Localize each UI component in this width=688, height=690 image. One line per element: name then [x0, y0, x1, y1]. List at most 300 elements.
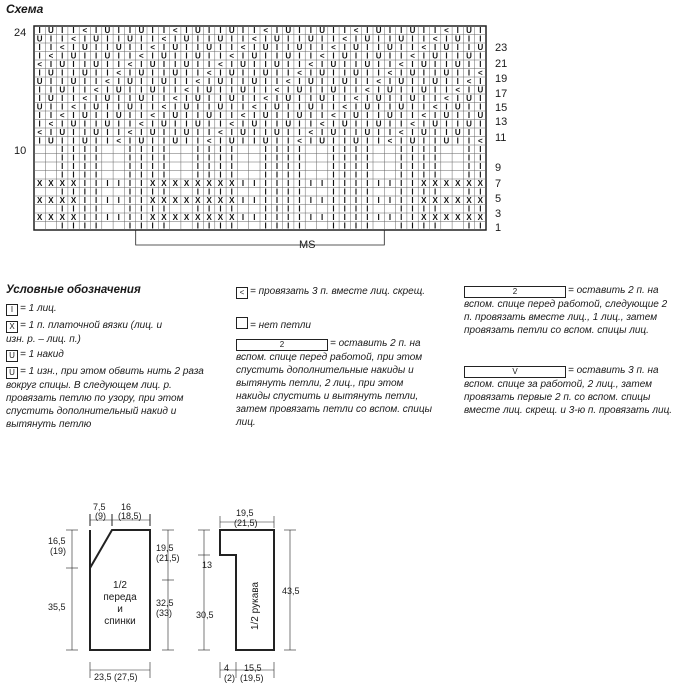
stitch-symbol: I: [343, 145, 346, 154]
stitch-symbol: U: [387, 85, 393, 95]
stitch-symbol: I: [479, 34, 482, 44]
stitch-symbol: <: [353, 94, 359, 103]
stitch-symbol: I: [219, 94, 222, 103]
stitch-symbol: I: [400, 162, 403, 171]
stitch-symbol: I: [49, 34, 53, 44]
stitch-symbol: I: [162, 85, 166, 95]
stitch-symbol: I: [287, 221, 290, 231]
stitch-symbol: I: [434, 136, 437, 146]
stitch-symbol: U: [262, 136, 269, 146]
stitch-symbol: I: [422, 204, 425, 214]
stitch-symbol: I: [208, 153, 211, 163]
stitch-symbol: I: [445, 102, 448, 112]
stitch-symbol: I: [151, 153, 154, 163]
stitch-symbol: <: [172, 26, 178, 35]
stitch-symbol: X: [432, 213, 438, 222]
stitch-symbol: U: [48, 68, 54, 78]
stitch-symbol: U: [443, 111, 450, 120]
stitch-symbol: I: [95, 213, 98, 222]
knit-symbol-icon: I: [6, 304, 18, 316]
stitch-symbol: I: [287, 196, 290, 205]
stitch-symbol: I: [83, 145, 86, 154]
stitch-symbol: U: [127, 102, 133, 112]
stitch-symbol: I: [128, 187, 132, 197]
stitch-symbol: I: [388, 26, 392, 35]
stitch-symbol: I: [366, 170, 369, 180]
stitch-symbol: I: [309, 196, 312, 205]
stitch-symbol: I: [253, 136, 256, 146]
stitch-symbol: I: [411, 196, 414, 205]
stitch-symbol: U: [172, 111, 179, 120]
stitch-symbol: I: [434, 85, 437, 95]
stitch-symbol: X: [229, 179, 235, 188]
stitch-symbol: I: [117, 128, 120, 137]
stitch-symbol: I: [434, 111, 437, 120]
stitch-symbol: U: [285, 26, 292, 35]
stitch-symbol: I: [106, 68, 109, 78]
stitch-symbol: I: [140, 213, 143, 222]
stitch-symbol: U: [454, 102, 461, 112]
stitch-symbol: U: [443, 43, 450, 52]
stitch-symbol: I: [95, 221, 98, 231]
stitch-symbol: I: [151, 204, 154, 214]
stitch-symbol: <: [127, 60, 133, 69]
stitch-symbol: I: [434, 26, 437, 35]
stitch-symbol: I: [366, 187, 369, 197]
stitch-symbol: <: [195, 77, 201, 86]
stitch-symbol: U: [307, 102, 314, 112]
stitch-symbol: I: [264, 221, 267, 231]
stitch-symbol: <: [263, 94, 268, 103]
stitch-symbol: U: [341, 51, 348, 61]
stitch-symbol: I: [434, 221, 437, 231]
stitch-symbol: U: [183, 102, 190, 112]
stitch-symbol: I: [456, 51, 459, 61]
stitch-symbol: X: [443, 179, 450, 188]
stitch-symbol: <: [398, 128, 404, 137]
stitch-symbol: I: [298, 221, 301, 231]
stitch-symbol: U: [319, 94, 326, 103]
stitch-symbol: U: [161, 77, 167, 86]
stitch-symbol: I: [275, 153, 279, 163]
stitch-symbol: I: [467, 34, 471, 44]
stitch-symbol: I: [117, 60, 120, 69]
stitch-symbol: I: [467, 128, 471, 137]
dim-sleeve-width: 15,5: [244, 663, 262, 673]
stitch-symbol: X: [432, 196, 438, 205]
stitch-symbol: I: [208, 119, 211, 129]
stitch-symbol: I: [354, 60, 358, 69]
stitch-symbol: I: [253, 26, 256, 35]
stitch-symbol: I: [151, 102, 154, 112]
stitch-symbol: <: [48, 119, 54, 129]
stitch-symbol: U: [443, 136, 450, 146]
stitch-symbol: I: [275, 136, 279, 146]
stitch-symbol: <: [466, 77, 472, 86]
stitch-symbol: I: [343, 187, 346, 197]
stitch-symbol: I: [287, 153, 290, 163]
stitch-symbol: I: [275, 51, 279, 61]
stitch-symbol: <: [319, 51, 325, 61]
stitch-symbol: I: [196, 34, 199, 44]
stitch-symbol: I: [219, 68, 222, 78]
stitch-symbol: I: [140, 196, 143, 205]
stitch-symbol: I: [230, 153, 233, 163]
stitch-symbol: I: [162, 128, 166, 137]
stitch-symbol: I: [275, 68, 279, 78]
stitch-symbol: I: [230, 111, 233, 120]
stitch-symbol: X: [206, 196, 212, 205]
stitch-symbol: X: [443, 213, 450, 222]
dim-sleeve-cap: 13: [202, 560, 213, 570]
stitch-symbol: <: [218, 128, 223, 137]
dim-sleeve-cuff-alt: (2): [224, 673, 235, 683]
stitch-symbol: I: [264, 204, 267, 214]
stitch-symbol: I: [354, 213, 358, 222]
stitch-symbol: I: [298, 51, 301, 61]
stitch-symbol: I: [377, 34, 380, 44]
stitch-symbol: U: [409, 94, 416, 103]
stitch-symbol: I: [72, 26, 75, 35]
stitch-symbol: I: [140, 60, 143, 69]
stitch-symbol: X: [48, 196, 54, 205]
stitch-symbol: <: [229, 51, 235, 61]
stitch-symbol: I: [49, 77, 53, 86]
stitch-symbol: X: [149, 196, 156, 205]
stitch-symbol: I: [366, 179, 369, 188]
stitch-symbol: I: [298, 153, 301, 163]
stitch-symbol: <: [252, 34, 257, 44]
stitch-symbol: I: [275, 196, 279, 205]
stitch-symbol: I: [253, 111, 256, 120]
stitch-symbol: I: [95, 170, 98, 180]
stitch-symbol: I: [400, 26, 403, 35]
ms-bracket: [136, 230, 385, 245]
stitch-symbol: X: [195, 213, 201, 222]
stitch-symbol: I: [219, 119, 222, 129]
stitch-symbol: I: [298, 179, 301, 188]
stitch-symbol: I: [332, 162, 335, 171]
stitch-symbol: U: [36, 34, 43, 44]
k3tog-symbol-icon: <: [236, 287, 248, 299]
stitch-symbol: I: [83, 51, 86, 61]
stitch-symbol: I: [162, 162, 166, 171]
stitch-symbol: I: [366, 26, 369, 35]
stitch-symbol: <: [308, 128, 314, 137]
stitch-symbol: I: [377, 136, 380, 146]
stitch-symbol: U: [240, 85, 246, 95]
stitch-symbol: I: [332, 170, 335, 180]
stitch-symbol: I: [219, 153, 222, 163]
stitch-symbol: I: [366, 43, 369, 52]
stitch-symbol: <: [139, 51, 144, 61]
stitch-symbol: I: [400, 145, 403, 154]
legend-text: = 1 лиц.: [20, 303, 57, 314]
stitch-symbol: <: [478, 136, 483, 146]
stitch-symbol: I: [196, 170, 199, 180]
stitch-symbol: I: [275, 111, 279, 120]
stitch-symbol: I: [95, 187, 98, 197]
stitch-symbol: I: [332, 204, 335, 214]
stitch-symbol: I: [377, 43, 380, 52]
stitch-symbol: I: [479, 26, 482, 35]
stitch-symbol: X: [466, 179, 472, 188]
stitch-symbol: I: [298, 213, 301, 222]
stitch-symbol: I: [479, 119, 482, 129]
stitch-symbol: I: [298, 94, 301, 103]
stitch-symbol: <: [478, 68, 483, 78]
stitch-symbol: X: [229, 196, 235, 205]
stitch-symbol: I: [321, 128, 324, 137]
stitch-symbol: I: [422, 136, 425, 146]
stitch-symbol: U: [432, 119, 439, 129]
stitch-symbol: I: [275, 119, 279, 129]
stitch-symbol: U: [477, 43, 484, 52]
stitch-symbol: X: [149, 179, 156, 188]
stitch-symbol: I: [354, 162, 358, 171]
stitch-symbol: I: [264, 119, 267, 129]
stitch-symbol: I: [61, 153, 64, 163]
stitch-symbol: I: [411, 145, 414, 154]
stitch-symbol: X: [161, 179, 167, 188]
stitch-symbol: I: [366, 196, 369, 205]
stitch-symbol: U: [432, 77, 439, 86]
stitch-symbol: I: [377, 85, 380, 95]
legend-item-knit: [6, 302, 216, 316]
stitch-symbol: I: [95, 196, 98, 205]
stitch-symbol: I: [117, 77, 120, 86]
stitch-symbol: U: [398, 34, 405, 44]
stitch-symbol: <: [218, 60, 223, 69]
stitch-symbol: I: [479, 170, 482, 180]
stitch-symbol: I: [151, 187, 154, 197]
stitch-symbol: <: [387, 136, 393, 146]
stitch-symbol: I: [321, 43, 324, 52]
stitch-symbol: I: [241, 51, 245, 61]
stitch-symbol: I: [479, 204, 482, 214]
stitch-symbol: I: [72, 128, 75, 137]
legend-item-yarnover: [6, 348, 216, 362]
stitch-symbol: I: [445, 34, 448, 44]
stitch-symbol: I: [275, 187, 279, 197]
row-label-right: 19: [495, 73, 508, 85]
stitch-symbol: I: [230, 128, 233, 137]
stitch-symbol: I: [72, 60, 75, 69]
stitch-symbol: I: [298, 170, 301, 180]
stitch-symbol: I: [162, 153, 166, 163]
legend-text: = оставить 2 п. на вспом. спице перед работой, при этом спустить дополнительные накиды и вытянуть петли, 2 лиц., при этом накиды спустить и вытянуть петли, затем провязать петли со вспом. спицы лиц.: [236, 338, 432, 428]
stitch-symbol: I: [479, 187, 482, 197]
stitch-symbol: I: [140, 153, 143, 163]
stitch-symbol: I: [196, 136, 199, 146]
stitch-symbol: X: [195, 179, 201, 188]
stitch-symbol: U: [296, 85, 303, 95]
stitch-symbol: I: [196, 85, 199, 95]
stitch-symbol: <: [71, 34, 76, 44]
stitch-symbol: I: [241, 102, 245, 112]
legend-text: = оставить 3 п. на вспом. спице за работой, 2 лиц., затем провязать первые 2 п. со вспом. спицы вместе лиц. скрещ. и 3-ю п. провязать лиц.: [464, 365, 673, 416]
cable-b-symbol-icon: 2: [464, 286, 566, 298]
stitch-symbol: I: [422, 145, 425, 154]
stitch-symbol: I: [185, 68, 188, 78]
stitch-symbol: X: [443, 196, 450, 205]
stitch-symbol: I: [61, 34, 64, 44]
stitch-symbol: I: [287, 128, 290, 137]
stitch-symbol: I: [275, 94, 279, 103]
stitch-symbol: I: [151, 119, 154, 129]
stitch-symbol: I: [162, 204, 166, 214]
dim-sleeve-total: 43,5: [282, 586, 300, 596]
stitch-symbol: I: [411, 179, 414, 188]
stitch-symbol: I: [445, 77, 448, 86]
stitch-symbol: I: [321, 179, 324, 188]
stitch-symbol: I: [434, 204, 437, 214]
stitch-symbol: I: [61, 26, 64, 35]
stitch-symbol: I: [140, 145, 143, 154]
stitch-symbol: I: [196, 43, 199, 52]
stitch-symbol: I: [253, 179, 256, 188]
stitch-symbol: U: [206, 43, 213, 52]
stitch-symbol: I: [61, 162, 64, 171]
stitch-symbol: I: [140, 187, 143, 197]
stitch-symbol: X: [48, 213, 54, 222]
stitch-symbol: X: [195, 196, 201, 205]
stitch-symbol: I: [434, 170, 437, 180]
stitch-symbol: U: [375, 26, 382, 35]
stitch-symbol: I: [434, 68, 437, 78]
stitch-symbol: I: [264, 153, 267, 163]
stitch-symbol: I: [332, 153, 335, 163]
stitch-symbol: I: [309, 43, 312, 52]
stitch-symbol: I: [287, 111, 290, 120]
stitch-symbol: I: [38, 94, 41, 103]
stitch-symbol: I: [287, 102, 290, 112]
stitch-symbol: U: [104, 51, 111, 61]
stitch-symbol: I: [445, 51, 448, 61]
stitch-symbol: I: [95, 136, 98, 146]
stitch-symbol: I: [275, 170, 279, 180]
stitch-symbol: I: [38, 136, 41, 146]
stitch-symbol: I: [151, 68, 154, 78]
stitch-symbol: I: [208, 94, 211, 103]
stitch-symbol: I: [253, 60, 256, 69]
stitch-symbol: I: [128, 85, 132, 95]
stitch-symbol: I: [241, 136, 245, 146]
stitch-symbol: I: [95, 94, 98, 103]
stitch-symbol: I: [422, 170, 425, 180]
stitch-symbol: I: [230, 187, 233, 197]
stitch-symbol: I: [219, 85, 222, 95]
dim-body-length: 35,5: [48, 602, 66, 612]
stitch-symbol: X: [161, 213, 167, 222]
stitch-symbol: X: [477, 196, 484, 205]
dim-sleeve-cuff: 4: [224, 663, 230, 673]
stitch-symbol: X: [36, 196, 43, 205]
stitch-symbol: I: [298, 34, 301, 44]
stitch-symbol: U: [183, 128, 190, 137]
stitch-symbol: I: [366, 119, 369, 129]
stitch-symbol: I: [377, 213, 380, 222]
stitch-symbol: I: [106, 179, 109, 188]
label-line: и: [117, 604, 123, 615]
stitch-symbol: I: [128, 26, 132, 35]
stitch-symbol: I: [287, 60, 290, 69]
stitch-symbol: I: [219, 26, 222, 35]
stitch-symbol: U: [149, 85, 156, 95]
stitch-symbol: I: [467, 102, 471, 112]
stitch-symbol: U: [59, 85, 66, 95]
stitch-symbol: <: [342, 34, 348, 44]
stitch-symbol: I: [128, 94, 132, 103]
stitch-symbol: I: [264, 128, 267, 137]
stitch-symbol: I: [400, 111, 403, 120]
stitch-symbol: I: [128, 170, 132, 180]
stitch-symbol: I: [422, 221, 425, 231]
stitch-symbol: I: [377, 179, 380, 188]
stitch-symbol: X: [206, 213, 212, 222]
stitch-symbol: U: [240, 60, 246, 69]
stitch-symbol: U: [81, 136, 88, 146]
stitch-symbol: I: [321, 77, 324, 86]
stitch-symbol: I: [61, 102, 64, 112]
stitch-symbol: I: [343, 111, 346, 120]
stitch-symbol: I: [343, 128, 346, 137]
stitch-symbol: I: [264, 196, 267, 205]
stitch-symbol: I: [434, 153, 437, 163]
stitch-symbol: <: [455, 85, 461, 95]
stitch-symbol: I: [83, 153, 86, 163]
stitch-symbol: U: [330, 128, 337, 137]
stitch-symbol: I: [128, 179, 132, 188]
stitch-symbol: U: [228, 68, 235, 78]
stitch-symbol: I: [196, 102, 199, 112]
stitch-symbol: I: [332, 94, 335, 103]
legend-text: = оставить 2 п. на вспом. спице перед работой, следующие 2 п. провязать вместе лиц., 1 лиц., затем провязать петли со вспом. спицы лиц.: [464, 285, 668, 336]
stitch-symbol: I: [151, 145, 154, 154]
stitch-symbol: X: [477, 179, 484, 188]
dim-sleeve-top: 19,5: [236, 508, 254, 518]
garter-symbol-icon: X: [6, 321, 18, 333]
stitch-symbol: X: [421, 196, 427, 205]
stitch-symbol: I: [151, 77, 154, 86]
label-line: спинки: [104, 616, 136, 627]
stitch-symbol: I: [162, 111, 166, 120]
stitch-symbol: I: [400, 153, 403, 163]
stitch-symbol: I: [479, 60, 482, 69]
stitch-symbol: I: [241, 196, 245, 205]
dim-shoulder: 7,5: [93, 502, 106, 512]
row-label-right: 21: [495, 58, 508, 70]
stitch-symbol: I: [117, 51, 120, 61]
stitch-symbol: I: [343, 94, 346, 103]
stitch-symbol: U: [274, 60, 280, 69]
stitch-symbol: I: [38, 85, 41, 95]
stitch-symbol: I: [287, 179, 290, 188]
stitch-symbol: U: [375, 119, 382, 129]
stitch-symbol: X: [217, 213, 224, 222]
stitch-symbol: <: [172, 94, 178, 103]
stitch-symbol: I: [106, 60, 109, 69]
stitch-symbol: X: [183, 213, 190, 222]
stitch-symbol: <: [59, 43, 65, 52]
row-label-right: 5: [495, 193, 502, 205]
stitch-symbol: I: [128, 119, 132, 129]
stitch-symbol: <: [48, 51, 54, 61]
stitch-symbol: I: [479, 102, 482, 112]
stitch-symbol: I: [128, 204, 132, 214]
stitch-symbol: I: [354, 119, 358, 129]
stitch-symbol: I: [208, 60, 211, 69]
